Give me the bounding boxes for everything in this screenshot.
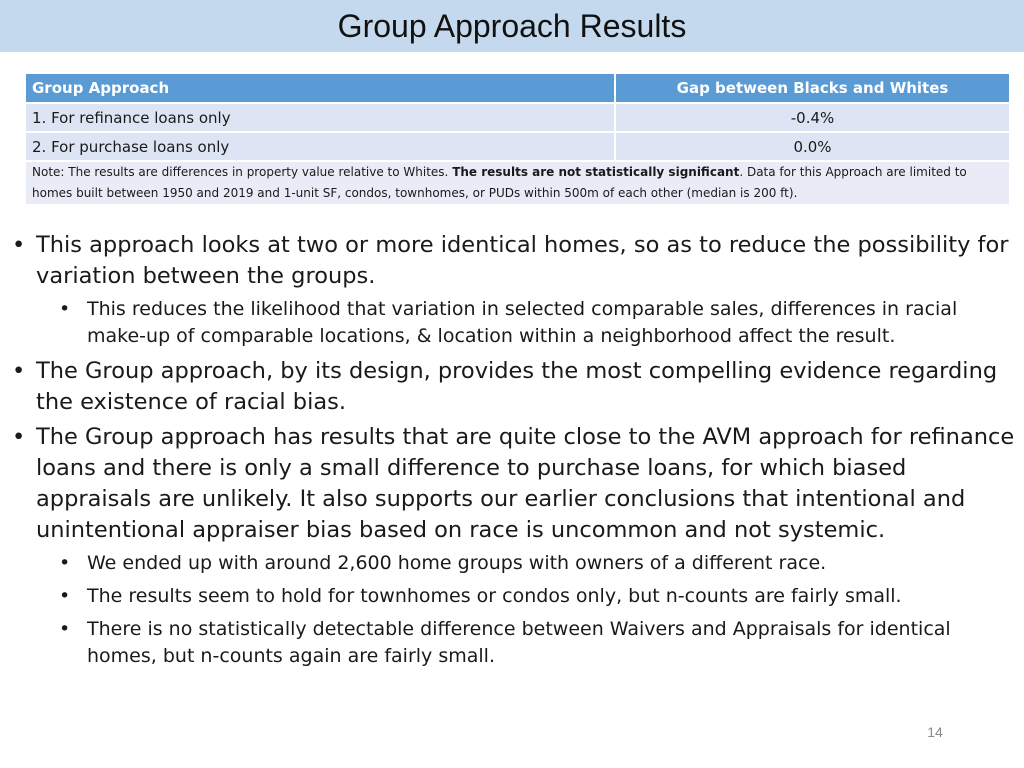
table-note-row (25, 161, 1010, 205)
note-bold: The results are not statistically significant (452, 165, 740, 179)
bullet-item (12, 356, 1017, 418)
sub-bullet-text: The results seem to hold for townhomes or condos only, but n-counts are fairly small. (87, 585, 902, 607)
row-value: -0.4% (615, 103, 1010, 132)
table-header-row (25, 73, 1010, 103)
bullet-icon: • (12, 424, 26, 450)
sub-bullet-text: We ended up with around 2,600 home groups with owners of a different race. (87, 552, 827, 574)
sub-bullet-text: There is no statistically detectable difference between Waivers and Appraisals for identical homes, but n-counts again are fairly small. (87, 618, 951, 667)
bullet-list (12, 230, 1017, 676)
sub-bullet-item (12, 550, 1017, 577)
note-suffix: . Data for this Approach are limited to homes built between 1950 and 2019 and 1-unit SF, condos, townhomes, or PUDs within 500m of each other (median is 200 ft). (32, 165, 967, 200)
bullet-item (12, 422, 1017, 546)
slide-title: Group Approach Results (337, 8, 687, 44)
sub-bullet-item (12, 583, 1017, 610)
bullet-icon: • (59, 298, 71, 320)
bullet-text: The Group approach, by its design, provides the most compelling evidence regarding the existence of racial bias. (36, 358, 998, 415)
header-gap: Gap between Blacks and Whites (615, 73, 1010, 103)
page-number: 14 (927, 724, 943, 740)
bullet-text: This approach looks at two or more identical homes, so as to reduce the possibility for variation between the groups. (36, 232, 1009, 289)
row-label: 2. For purchase loans only (25, 132, 615, 161)
bullet-item (12, 230, 1017, 292)
note-prefix: Note: The results are differences in property value relative to Whites. (32, 165, 453, 179)
sub-bullet-item (12, 296, 1017, 350)
bullet-icon: • (59, 585, 71, 607)
bullet-icon: • (59, 552, 71, 574)
table-note (25, 161, 1010, 205)
bullet-icon: • (59, 618, 71, 640)
sub-bullet-text: This reduces the likelihood that variation in selected comparable sales, differences in racial make-up of comparable locations, & location within a neighborhood affect the result. (87, 298, 958, 347)
row-value: 0.0% (615, 132, 1010, 161)
results-table (24, 72, 1011, 206)
table-row (25, 132, 1010, 161)
sub-bullet-item (12, 616, 1017, 670)
bullet-icon: • (12, 232, 26, 258)
header-group-approach: Group Approach (25, 73, 615, 103)
table-row (25, 103, 1010, 132)
bullet-text: The Group approach has results that are quite close to the AVM approach for refinance loans and there is only a small difference to purchase loans, for which biased appraisals are unlikely. It also supports our earlier conclusions that intentional and unintentional appraiser bias based on race is uncommon and not systemic. (36, 424, 1015, 543)
bullet-icon: • (12, 358, 26, 384)
row-label: 1. For refinance loans only (25, 103, 615, 132)
